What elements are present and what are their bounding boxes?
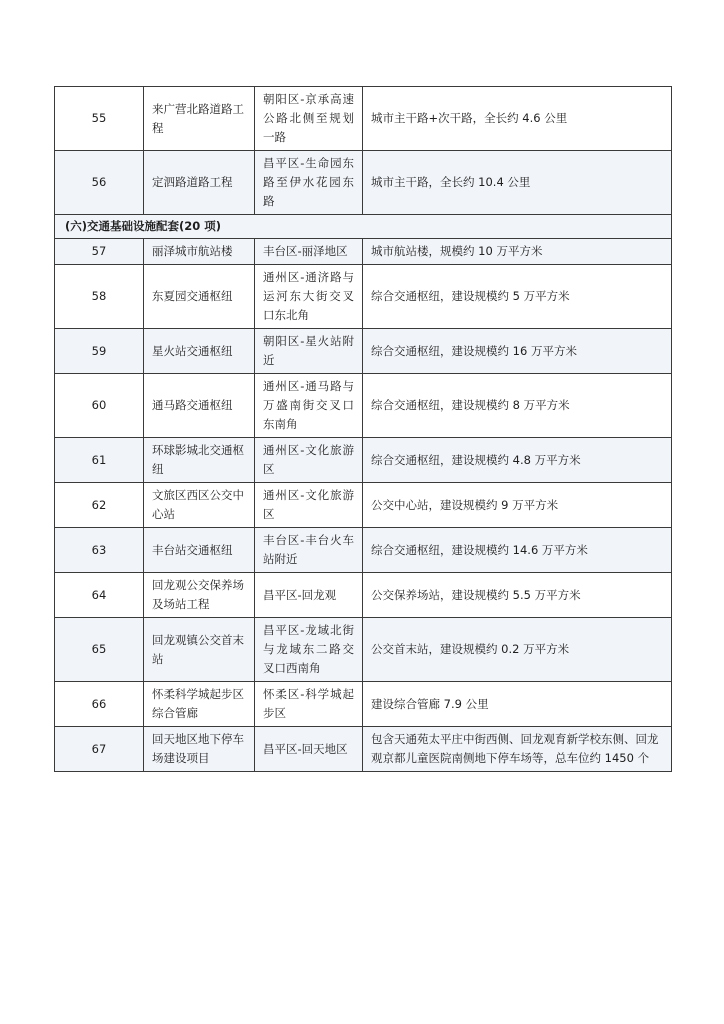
project-location: 怀柔区-科学城起步区: [255, 682, 363, 727]
row-number: 55: [55, 87, 144, 151]
project-location: 昌平区-回天地区: [255, 727, 363, 772]
project-description: 城市主干路+次干路，全长约 4.6 公里: [363, 87, 672, 151]
project-name: 东夏园交通枢纽: [144, 265, 255, 329]
row-number: 63: [55, 528, 144, 573]
project-description: 建设综合管廊 7.9 公里: [363, 682, 672, 727]
table-row: [55, 682, 672, 727]
section-header-row: [55, 215, 672, 239]
project-name: 丽泽城市航站楼: [144, 239, 255, 265]
table-row: [55, 265, 672, 329]
project-name: 定泗路道路工程: [144, 151, 255, 215]
section-title: (六)交通基础设施配套(20 项): [55, 215, 672, 239]
project-description: 综合交通枢纽，建设规模约 14.6 万平方米: [363, 528, 672, 573]
project-name: 回龙观镇公交首末站: [144, 618, 255, 682]
project-location: 朝阳区-京承高速公路北侧至规划一路: [255, 87, 363, 151]
table-row: [55, 87, 672, 151]
project-location: 昌平区-回龙观: [255, 573, 363, 618]
project-location: 丰台区-丰台火车站附近: [255, 528, 363, 573]
table-row: [55, 573, 672, 618]
project-name: 星火站交通枢纽: [144, 329, 255, 374]
project-description: 公交中心站，建设规模约 9 万平方米: [363, 483, 672, 528]
project-description: 包含天通苑太平庄中街西侧、回龙观育新学校东侧、回龙观京都儿童医院南侧地下停车场等，总车位约 1450 个: [363, 727, 672, 772]
row-number: 62: [55, 483, 144, 528]
project-description: 综合交通枢纽，建设规模约 16 万平方米: [363, 329, 672, 374]
row-number: 59: [55, 329, 144, 374]
row-number: 66: [55, 682, 144, 727]
project-name: 文旅区西区公交中心站: [144, 483, 255, 528]
table-row: [55, 374, 672, 438]
row-number: 65: [55, 618, 144, 682]
project-name: 来广营北路道路工程: [144, 87, 255, 151]
table-row: [55, 438, 672, 483]
project-name: 丰台站交通枢纽: [144, 528, 255, 573]
table-row: [55, 618, 672, 682]
project-description: 公交首末站，建设规模约 0.2 万平方米: [363, 618, 672, 682]
project-location: 通州区-通济路与运河东大街交叉口东北角: [255, 265, 363, 329]
row-number: 56: [55, 151, 144, 215]
project-location: 通州区-通马路与万盛南街交叉口东南角: [255, 374, 363, 438]
project-description: 城市航站楼，规模约 10 万平方米: [363, 239, 672, 265]
row-number: 61: [55, 438, 144, 483]
project-name: 通马路交通枢纽: [144, 374, 255, 438]
project-location: 朝阳区-星火站附近: [255, 329, 363, 374]
table-row: [55, 483, 672, 528]
table-row: [55, 239, 672, 265]
project-name: 怀柔科学城起步区综合管廊: [144, 682, 255, 727]
project-description: 公交保养场站，建设规模约 5.5 万平方米: [363, 573, 672, 618]
project-table-body: [55, 87, 672, 772]
row-number: 64: [55, 573, 144, 618]
project-description: 城市主干路，全长约 10.4 公里: [363, 151, 672, 215]
row-number: 57: [55, 239, 144, 265]
table-row: [55, 329, 672, 374]
project-location: 通州区-文化旅游区: [255, 438, 363, 483]
project-location: 通州区-文化旅游区: [255, 483, 363, 528]
project-description: 综合交通枢纽，建设规模约 4.8 万平方米: [363, 438, 672, 483]
project-location: 昌平区-生命园东路至伊水花园东路: [255, 151, 363, 215]
row-number: 60: [55, 374, 144, 438]
project-name: 回龙观公交保养场及场站工程: [144, 573, 255, 618]
project-description: 综合交通枢纽，建设规模约 5 万平方米: [363, 265, 672, 329]
project-location: 昌平区-龙域北街与龙域东二路交叉口西南角: [255, 618, 363, 682]
project-name: 回天地区地下停车场建设项目: [144, 727, 255, 772]
table-row: [55, 528, 672, 573]
row-number: 58: [55, 265, 144, 329]
table-row: [55, 151, 672, 215]
project-location: 丰台区-丽泽地区: [255, 239, 363, 265]
table-row: [55, 727, 672, 772]
project-name: 环球影城北交通枢纽: [144, 438, 255, 483]
project-description: 综合交通枢纽，建设规模约 8 万平方米: [363, 374, 672, 438]
row-number: 67: [55, 727, 144, 772]
project-table: [54, 86, 672, 772]
